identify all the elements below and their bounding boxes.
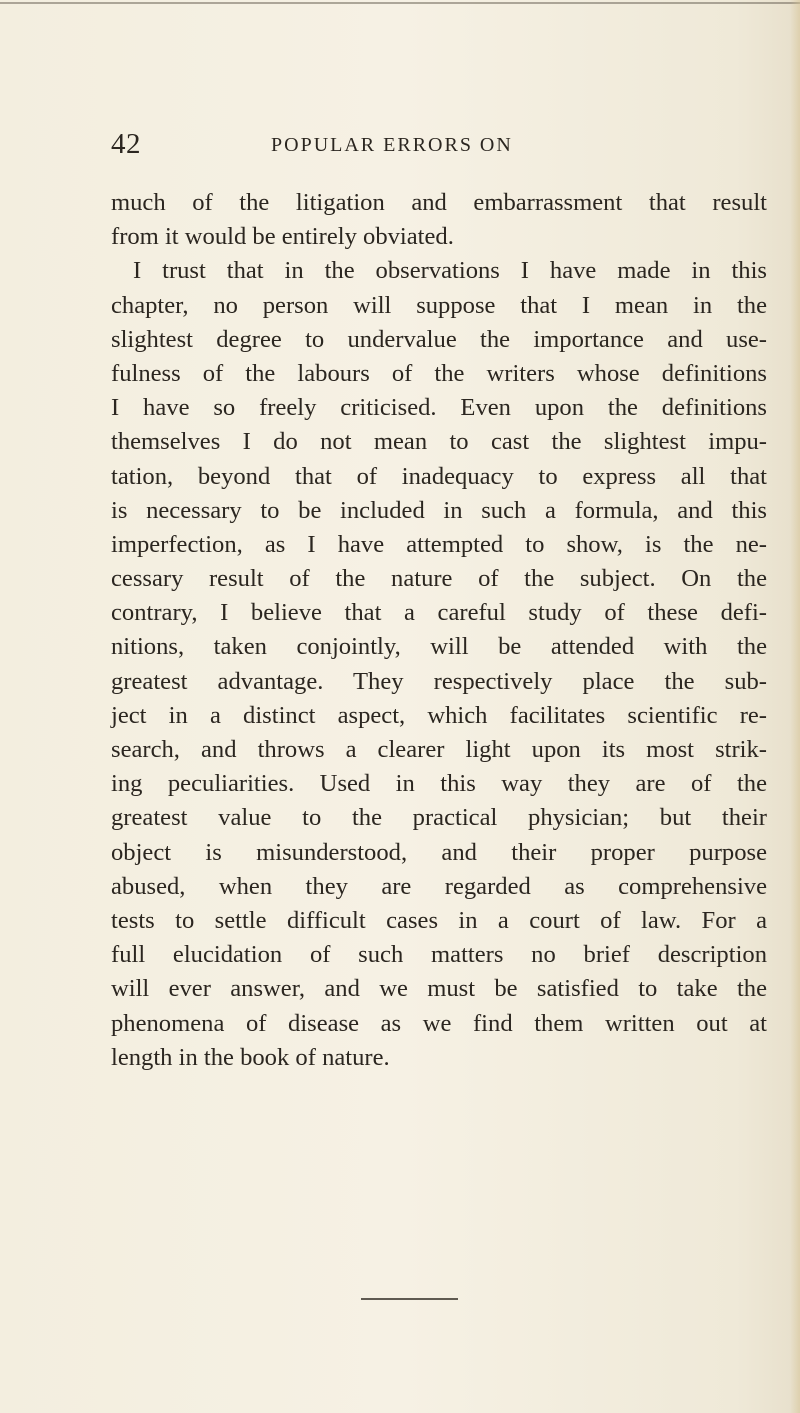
page-edge-shadow xyxy=(790,0,800,1413)
text-line: nitions, taken conjointly, will be attended with the xyxy=(111,633,767,661)
text-line: tests to settle difficult cases in a court of law. For a xyxy=(111,906,767,934)
text-line: ject in a distinct aspect, which facilitates scientific re- xyxy=(111,701,767,729)
text-line: contrary, I believe that a careful study of these defi- xyxy=(111,599,767,627)
text-line: fulness of the labours of the writers whose definitions xyxy=(111,359,767,387)
text-line: much of the litigation and embarrassment that result xyxy=(111,189,767,216)
page-header xyxy=(0,128,800,168)
text-line: cessary result of the nature of the subject. On the xyxy=(111,565,767,593)
text-line: themselves I do not mean to cast the slightest impu- xyxy=(111,428,767,456)
text-line: from it would be entirely obviated. xyxy=(111,223,454,251)
running-head: POPULAR ERRORS ON xyxy=(271,134,513,156)
page-number: 42 xyxy=(111,128,141,160)
text-line: is necessary to be included in such a formula, and this xyxy=(111,496,767,524)
text-line: I have so freely criticised. Even upon the definitions xyxy=(111,394,767,422)
text-line: greatest advantage. They respectively place the sub- xyxy=(111,667,767,695)
text-line: phenomena of disease as we find them written out at xyxy=(111,1009,767,1037)
text-line: tation, beyond that of inadequacy to express all that xyxy=(111,462,767,490)
top-edge-rule xyxy=(0,2,800,4)
text-line: search, and throws a clearer light upon its most strik- xyxy=(111,736,767,763)
text-line: will ever answer, and we must be satisfied to take the xyxy=(111,975,767,1003)
text-line: object is misunderstood, and their proper purpose xyxy=(111,838,767,866)
text-line: full elucidation of such matters no brief description xyxy=(111,941,767,969)
body-text xyxy=(111,186,767,1075)
text-line: slightest degree to undervalue the importance and use- xyxy=(111,325,767,353)
text-line: abused, when they are regarded as comprehensive xyxy=(111,872,767,900)
text-line: length in the book of nature. xyxy=(111,1043,390,1071)
footer-rule xyxy=(361,1298,458,1300)
text-line: I trust that in the observations I have made in this xyxy=(133,257,767,285)
text-line: ing peculiarities. Used in this way they are of the xyxy=(111,770,767,798)
text-line: chapter, no person will suppose that I mean in the xyxy=(111,291,767,319)
text-line: imperfection, as I have attempted to show, is the ne- xyxy=(111,530,767,558)
text-line: greatest value to the practical physician; but their xyxy=(111,804,767,832)
